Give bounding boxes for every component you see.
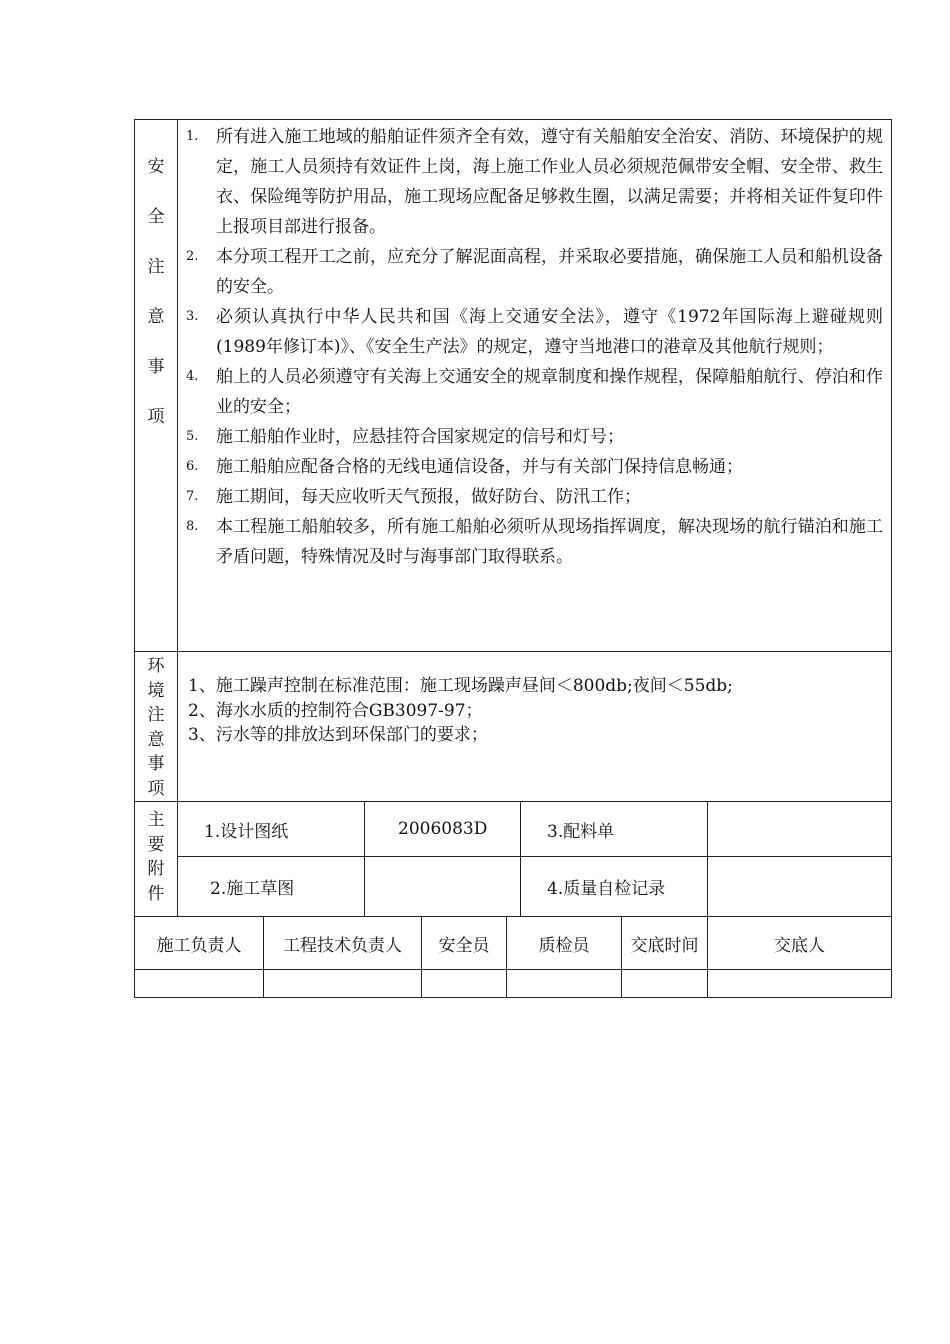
value-safety-officer[interactable] — [422, 970, 507, 998]
environment-line: 1、施工躁声控制在标准范围：施工现场躁声昼间＜800db;夜间＜55db; — [188, 676, 733, 696]
environment-label: 环 境 注 意 事 项 — [135, 652, 178, 802]
attachments-row-2 — [135, 857, 892, 917]
list-item: 8. 本工程施工船舶较多，所有施工船舶必须听从现场指挥调度，解决现场的航行锚泊和施工矛盾问题，特殊情况及时与海事部门取得联系。 — [186, 517, 884, 567]
header-construction-lead: 施工负责人 — [135, 917, 264, 970]
list-item: 1. 所有进入施工地域的船舶证件须齐全有效，遵守有关船舶安全治安、消防、环境保护的规定，施工人员须持有效证件上岗，海上施工作业人员必须规范佩带安全帽、安全带、救生衣、保险绳等防护用品，施工现场应配备足够救生圈，以满足需要；并将相关证件复印件上报项目部进行报备。 — [186, 127, 884, 237]
environment-line: 2、海水水质的控制符合GB3097-97； — [188, 700, 483, 721]
header-quality-inspector: 质检员 — [507, 917, 622, 970]
attachment-quality-record: 4.质量自检记录 — [521, 857, 708, 917]
attachments-label: 主 要 附 件 — [135, 802, 178, 917]
header-handover-person: 交底人 — [708, 917, 892, 970]
list-item: 4. 舶上的人员必须遵守有关海上交通安全的规章制度和操作规程，保障船舶航行、停泊和作业的安全； — [186, 367, 884, 417]
attachment-blank-3 — [708, 857, 892, 917]
value-quality-inspector[interactable] — [507, 970, 622, 998]
header-handover-time: 交底时间 — [622, 917, 708, 970]
safety-row — [135, 120, 892, 652]
list-item: 2. 本分项工程开工之前，应充分了解泥面高程，并采取必要措施，确保施工人员和船机设备的安全。 — [186, 247, 884, 297]
value-handover-person[interactable] — [708, 970, 892, 998]
attachments-row-1 — [135, 802, 892, 857]
safety-label: 安 全 注 意 事 项 — [135, 120, 178, 652]
signature-value-row — [135, 970, 892, 998]
header-technical-lead: 工程技术负责人 — [264, 917, 422, 970]
attachment-design-drawing: 1.设计图纸 — [178, 802, 365, 857]
list-item: 3. 必须认真执行中华人民共和国《海上交通安全法》，遵守《1972年国际海上避碰规则(1989年修订本)》、《安全生产法》的规定，遵守当地港口的港章及其他航行规则； — [186, 307, 884, 357]
value-construction-lead[interactable] — [135, 970, 264, 998]
attachment-material-list: 3.配料单 — [521, 802, 708, 857]
list-item: 5. 施工船舶作业时，应悬挂符合国家规定的信号和灯号； — [186, 427, 624, 447]
safety-content — [178, 120, 892, 652]
environment-line: 3、污水等的排放达到环保部门的要求； — [188, 725, 488, 745]
handover-form — [134, 119, 891, 998]
environment-row — [135, 652, 892, 802]
form-table — [134, 119, 892, 998]
attachment-blank-2 — [365, 857, 521, 917]
signature-header-row — [135, 917, 892, 970]
value-handover-time[interactable] — [622, 970, 708, 998]
list-item: 7. 施工期间，每天应收听天气预报，做好防台、防汛工作； — [186, 487, 641, 507]
list-item: 6. 施工船舶应配备合格的无线电通信设备，并与有关部门保持信息畅通； — [186, 457, 743, 477]
attachment-construction-sketch: 2.施工草图 — [178, 857, 365, 917]
safety-rules-list — [178, 120, 891, 616]
value-technical-lead[interactable] — [264, 970, 422, 998]
header-safety-officer: 安全员 — [422, 917, 507, 970]
attachment-drawing-number: 2006083D — [365, 802, 521, 857]
attachment-blank-1 — [708, 802, 892, 857]
environment-content — [178, 652, 892, 802]
